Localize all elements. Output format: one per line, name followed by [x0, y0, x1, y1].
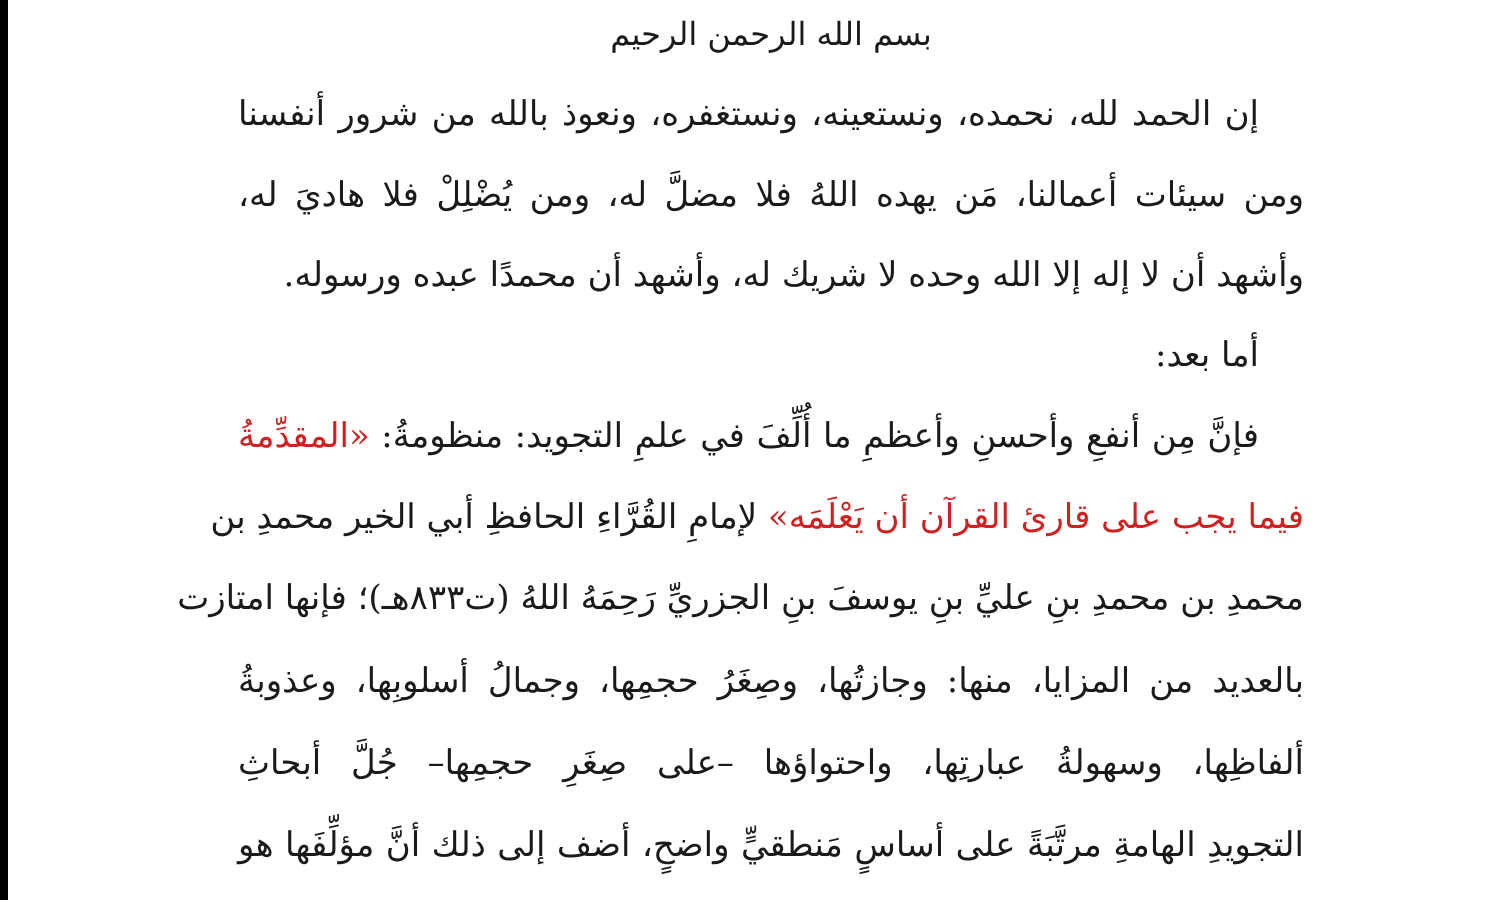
paragraph-2-line-3: محمدِ بن محمدِ بنِ عليِّ بنِ يوسفَ بنِ الجزريِّ رَحِمَهُ اللهُ (ت٨٣٣هـ)؛ فإنها امتازت [177, 578, 1304, 618]
basmala-heading: بسم الله الرحمن الرحيم [610, 15, 932, 53]
amma-bad-line: أما بعد: [1155, 335, 1259, 375]
paragraph-2-line-2 [210, 487, 1304, 547]
paragraph-1-line-1: إن الحمد لله، نحمده، ونستعينه، ونستغفره، ونعوذ بالله من شرور أنفسنا [238, 94, 1259, 134]
paragraph-1-line-3: وأشهد أن لا إله إلا الله وحده لا شريك له، وأشهد أن محمدًا عبده ورسوله. [283, 255, 1304, 295]
paragraph-2-line-6: التجويدِ الهامةِ مرتَّبَةً على أساسٍ مَنطقيٍّ واضحٍ، أضف إلى ذلك أنَّ مؤلِّفَها هو [238, 825, 1304, 865]
paragraph-2-line-4: بالعديد من المزايا، منها: وجازتُها، وصِغَرُ حجمِها، وجمالُ أسلوبِها، وعذوبةُ [238, 661, 1304, 701]
paragraph-2-line-1 [238, 406, 1259, 466]
book-title-end: فيما يجب على قارئ القرآن أن يَعْلَمَه» [767, 497, 1304, 537]
book-title-start: «المقدِّمةُ [238, 416, 370, 456]
paragraph-2-line-2-text: لإمامِ القُرَّاءِ الحافظِ أبي الخير محمدِ بن [210, 497, 768, 537]
paragraph-2-line-1-text: فإنَّ مِن أنفعِ وأحسنِ وأعظمِ ما أُلِّفَ في علمِ التجويد: منظومةُ: [369, 416, 1259, 456]
paragraph-1-line-2: ومن سيئات أعمالنا، مَن يهده اللهُ فلا مضلَّ له، ومن يُضْلِلْ فلا هاديَ له، [238, 175, 1305, 215]
window-edge [0, 0, 8, 900]
paragraph-2-line-5: ألفاظِها، وسهولةُ عبارتِها، واحتواؤها –على صِغَرِ حجمِها– جُلَّ أبحاثِ [238, 743, 1304, 783]
document-page [177, 0, 1305, 900]
